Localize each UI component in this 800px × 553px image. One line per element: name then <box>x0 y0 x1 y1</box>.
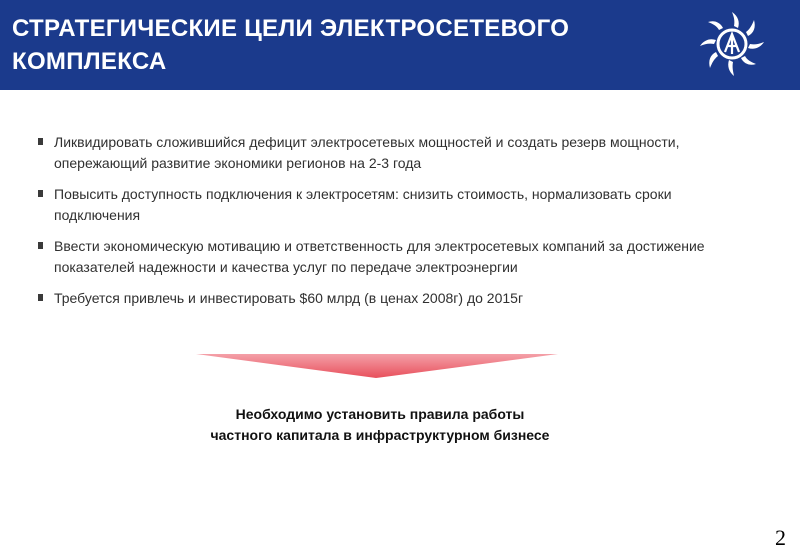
bullet-list <box>38 132 738 320</box>
down-arrow-icon <box>196 352 558 384</box>
bullet-item <box>38 236 738 277</box>
conclusion-text <box>150 404 610 446</box>
bullet-item <box>38 184 738 225</box>
bullet-text: Ликвидировать сложившийся дефицит электросетевых мощностей и создать резерв мощности, опережающий развитие экономики регионов на 2-3 года <box>54 134 680 171</box>
bullet-text: Повысить доступность подключения к электросетям: снизить стоимость, нормализовать сроки подключения <box>54 186 672 223</box>
slide-header <box>0 0 800 90</box>
bullet-text: Ввести экономическую мотивацию и ответственность для электросетевых компаний за достижение показателей надежности и качества услуг по передаче электроэнергии <box>54 238 705 275</box>
page-number: 2 <box>775 525 786 550</box>
bullet-marker <box>38 138 43 145</box>
bullet-marker <box>38 190 43 197</box>
power-grid-emblem-icon <box>694 8 770 80</box>
conclusion-line-2: частного капитала в инфраструктурном бизнесе <box>210 427 550 443</box>
bullet-marker <box>38 242 43 249</box>
bullet-text: Требуется привлечь и инвестировать $60 млрд (в ценах 2008г) до 2015г <box>54 290 524 306</box>
bullet-marker <box>38 294 43 301</box>
slide-title: СТРАТЕГИЧЕСКИЕ ЦЕЛИ ЭЛЕКТРОСЕТЕВОГО КОМПЛЕКСА <box>12 15 570 75</box>
bullet-item <box>38 288 738 309</box>
bullet-item <box>38 132 738 173</box>
conclusion-line-1: Необходимо установить правила работы <box>235 406 525 422</box>
